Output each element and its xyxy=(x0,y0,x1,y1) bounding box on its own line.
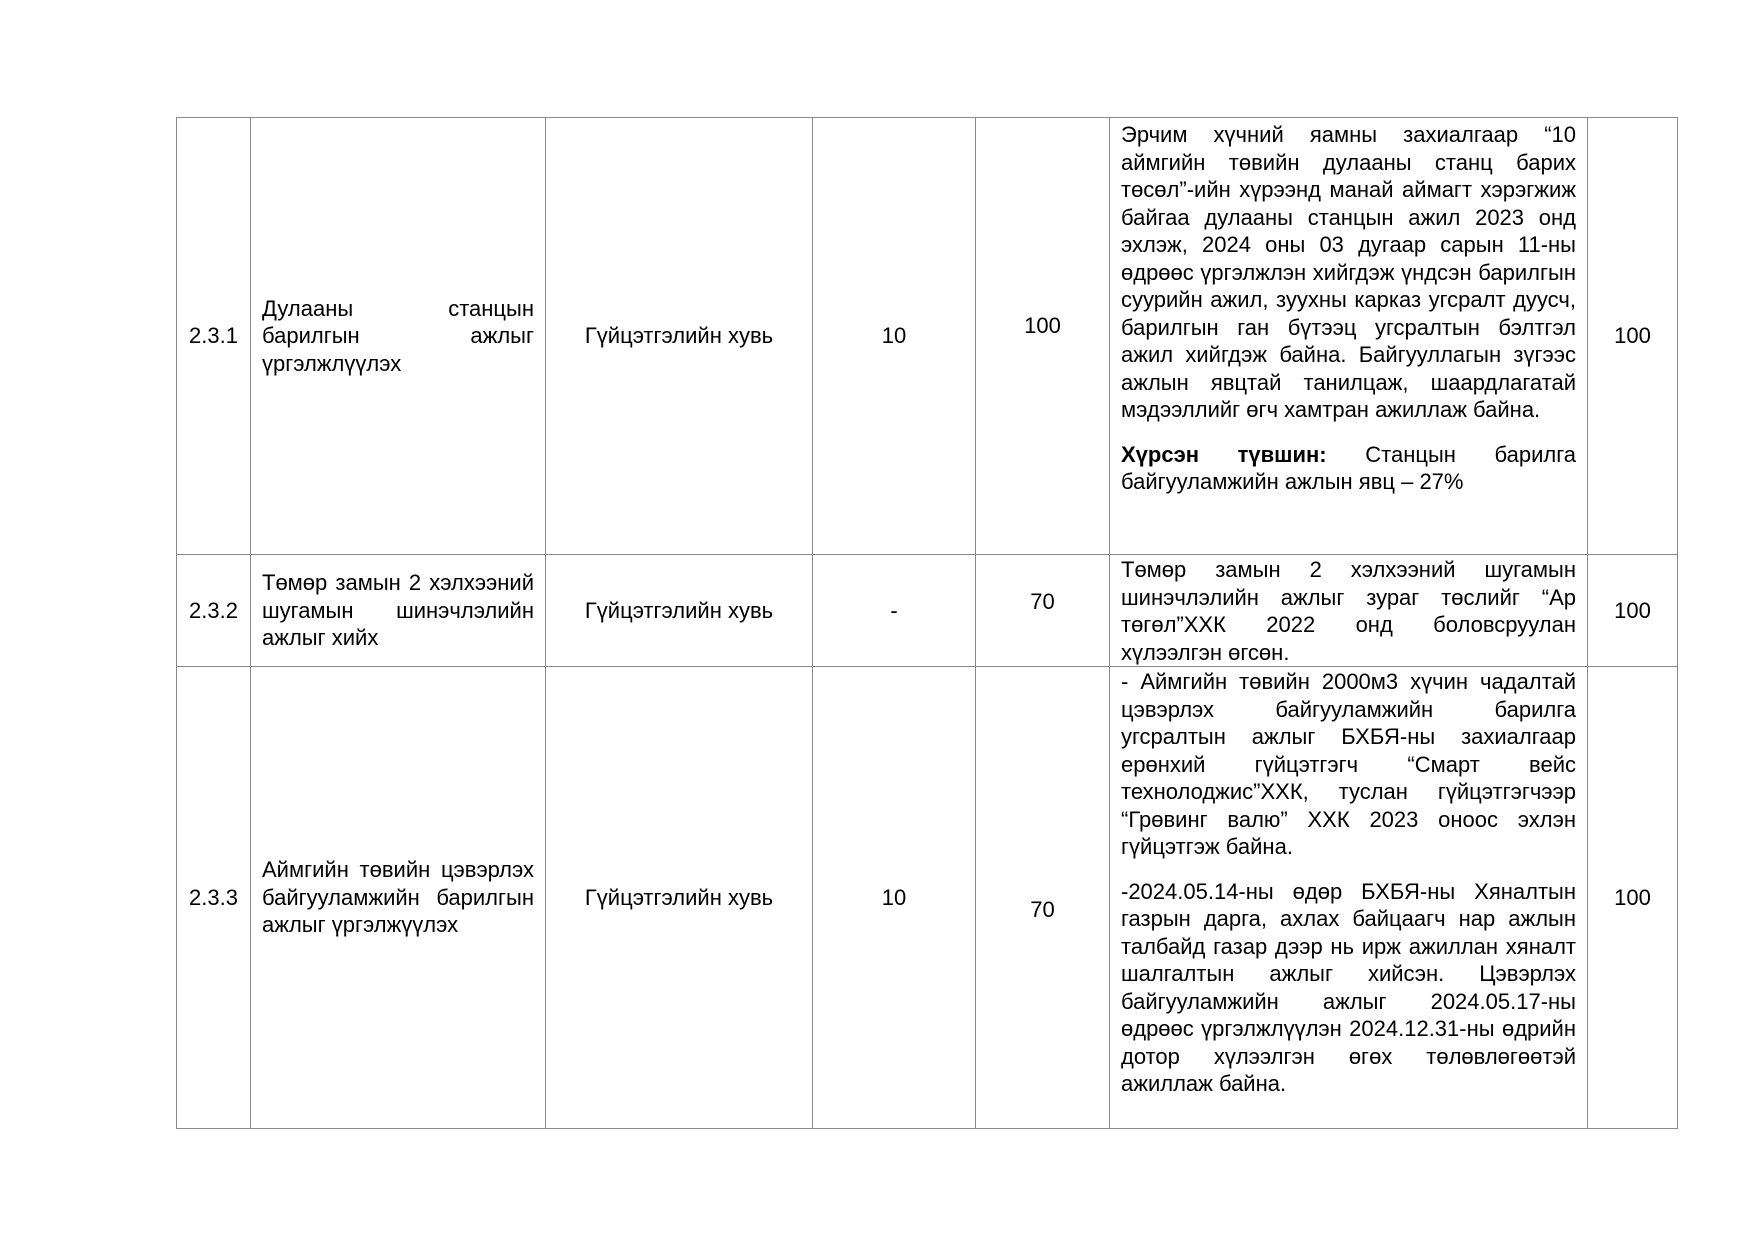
row-number: 2.3.3 xyxy=(177,667,251,1129)
achievement-label: Хүрсэн түвшин: xyxy=(1121,441,1327,467)
table-row xyxy=(177,667,1678,1129)
description-paragraph: Төмөр замын 2 хэлхээний шугамын шинэчлэлийн ажлыг зураг төслийг “Ар төгөл”ХХК 2022 онд боловсруулан хүлээлгэн өгсөн. xyxy=(1121,557,1576,665)
score-cell: 100 xyxy=(1588,555,1678,667)
target-value: 70 xyxy=(1030,588,1055,614)
target-value: 70 xyxy=(1030,896,1055,922)
target-cell xyxy=(976,667,1110,1129)
task-cell: Аймгийн төвийн цэвэрлэх байгууламжийн барилгын ажлыг үргэлжүүлэх xyxy=(251,667,546,1129)
task-cell: Дулааны станцын барилгын ажлыг үргэлжлүүлэх xyxy=(251,118,546,555)
description-cell xyxy=(1110,667,1588,1129)
row-number: 2.3.2 xyxy=(177,555,251,667)
score-cell: 100 xyxy=(1588,118,1678,555)
row-number: 2.3.1 xyxy=(177,118,251,555)
achievement-text: Станцын барилга байгууламжийн ажлын явц – 27% xyxy=(1121,441,1576,494)
baseline-cell: 10 xyxy=(813,667,976,1129)
score-cell: 100 xyxy=(1588,667,1678,1129)
target-cell xyxy=(976,555,1110,667)
target-value: 100 xyxy=(1024,313,1061,339)
description-paragraph: Эрчим хүчний яамны захиалгаар “10 аймгийн төвийн дулааны станц барих төсөл”-ийн хүрээнд манай аймагт хэрэгжиж байгаа дулааны станцын ажил 2023 онд эхлэж, 2024 оны 03 дугаар сарын 11-ны өдрөөс үргэлжлэн хийгдэж үндсэн барилгын суурийн ажил, зуухны карказ угсралт дуусч, барилгын ган бүтээц угсралтын бэлтгэл ажил хийгдэж байна. Байгууллагын зүгээс ажлын явцтай танилцаж, шаардлагатай мэдээллийг өгч хамтран ажиллаж байна. xyxy=(1121,122,1576,422)
baseline-cell: - xyxy=(813,555,976,667)
baseline-cell: 10 xyxy=(813,118,976,555)
indicator-cell: Гүйцэтгэлийн хувь xyxy=(546,118,813,555)
description-cell xyxy=(1110,118,1588,555)
task-cell: Төмөр замын 2 хэлхээний шугамын шинэчлэлийн ажлыг хийх xyxy=(251,555,546,667)
table-row xyxy=(177,555,1678,667)
description-paragraph: - Аймгийн төвийн 2000м3 хүчин чадалтай цэвэрлэх байгууламжийн барилга угсралтын ажлыг БХБЯ-ны захиалгаар ерөнхий гүйцэтгэгч “Смарт вейс технолоджис”ХХК, туслан гүйцэтгэгчээр “Грөвинг валю” ХХК 2023 оноос эхлэн гүйцэтгэж байна. xyxy=(1121,669,1576,859)
report-table xyxy=(176,117,1678,1129)
description-cell xyxy=(1110,555,1588,667)
description-paragraph: -2024.05.14-ны өдөр БХБЯ-ны Хяналтын газрын дарга, ахлах байцаагч нар ажлын талбайд газар дээр нь ирж ажиллан хяналт шалгалтын ажлыг хийсэн. Цэвэрлэх байгууламжийн ажлыг 2024.05.17-ны өдрөөс үргэлжлүүлэн 2024.12.31-ны өдрийн дотор хүлээлгэн өгөх төлөвлөгөөтэй ажиллаж байна. xyxy=(1121,878,1576,1096)
achievement-paragraph xyxy=(1121,441,1576,496)
target-cell xyxy=(976,118,1110,555)
table-row xyxy=(177,118,1678,555)
indicator-cell: Гүйцэтгэлийн хувь xyxy=(546,667,813,1129)
indicator-cell: Гүйцэтгэлийн хувь xyxy=(546,555,813,667)
